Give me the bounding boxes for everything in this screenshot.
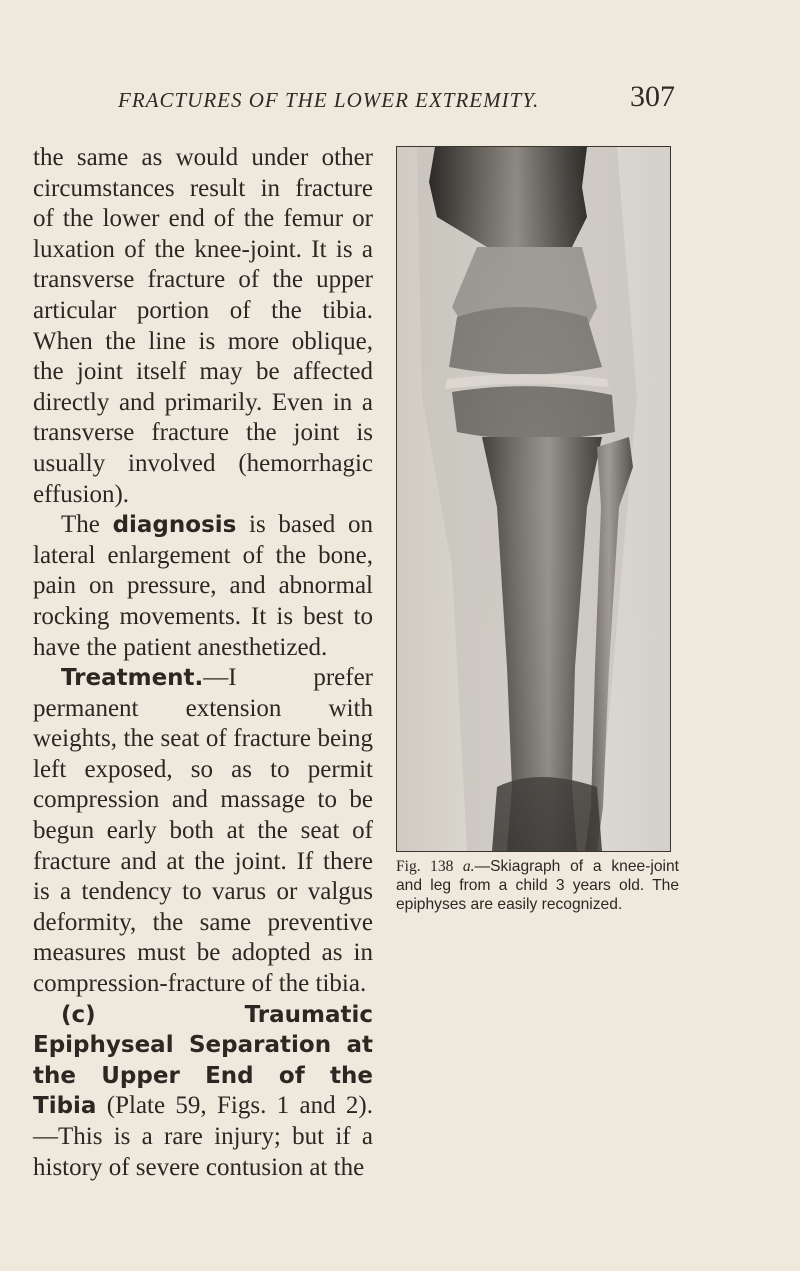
treatment-heading: Treatment. bbox=[61, 665, 204, 692]
body-text bbox=[33, 143, 373, 1183]
paragraph-treatment bbox=[33, 663, 373, 1000]
page-number: 307 bbox=[630, 80, 675, 113]
epiphyseal-text: (Plate 59, Figs. 1 and 2).—This is a rare injury; but if a history of severe contusion at the bbox=[33, 1092, 373, 1181]
figure-number: Fig. 138 bbox=[396, 858, 463, 875]
paragraph-diagnosis bbox=[33, 510, 373, 663]
treatment-text: —I prefer permanent extension with weights, the seat of fracture being left exposed, so as to permit compression and massage to be begun early both at the seat of fracture and at the joint. If there is a tendency to varus or valgus deformity, the same preventive measures must be adopted as in compression-fracture of the tibia. bbox=[33, 664, 373, 998]
paragraph-diagnosis-text: is based on lateral enlargement of the bone, pain on pressure, and abnormal rocking movements. It is best to have the patient anesthetized. bbox=[33, 511, 373, 661]
figure-letter: a. bbox=[462, 858, 475, 875]
epiphyseal-heading: (c) Traumatic Epiphyseal Separation at the Upper End of the Tibia bbox=[33, 1001, 373, 1120]
paragraph-1: the same as would under other circumstances result in fracture of the lower end of the femur or luxation of the knee-joint. It is a transverse fracture of the upper articular portion of the tibia. When the line is more oblique, the joint itself may be affected directly and primarily. Even in a transverse fracture the joint is usually involved (hemorrhagic effusion). bbox=[33, 144, 373, 508]
diagnosis-term: diagnosis bbox=[112, 512, 237, 539]
caption-text: —Skiagraph of a knee-joint and leg from a child 3 years old. The epiphyses are easily recognized. bbox=[396, 858, 679, 913]
running-head: FRACTURES OF THE LOWER EXTREMITY. bbox=[118, 88, 540, 112]
skiagraph-image bbox=[397, 147, 670, 851]
skiagraph-figure bbox=[396, 146, 671, 852]
paragraph-diagnosis-pre: The bbox=[61, 511, 113, 539]
paragraph-epiphyseal bbox=[33, 1000, 373, 1184]
figure-caption bbox=[396, 857, 679, 914]
